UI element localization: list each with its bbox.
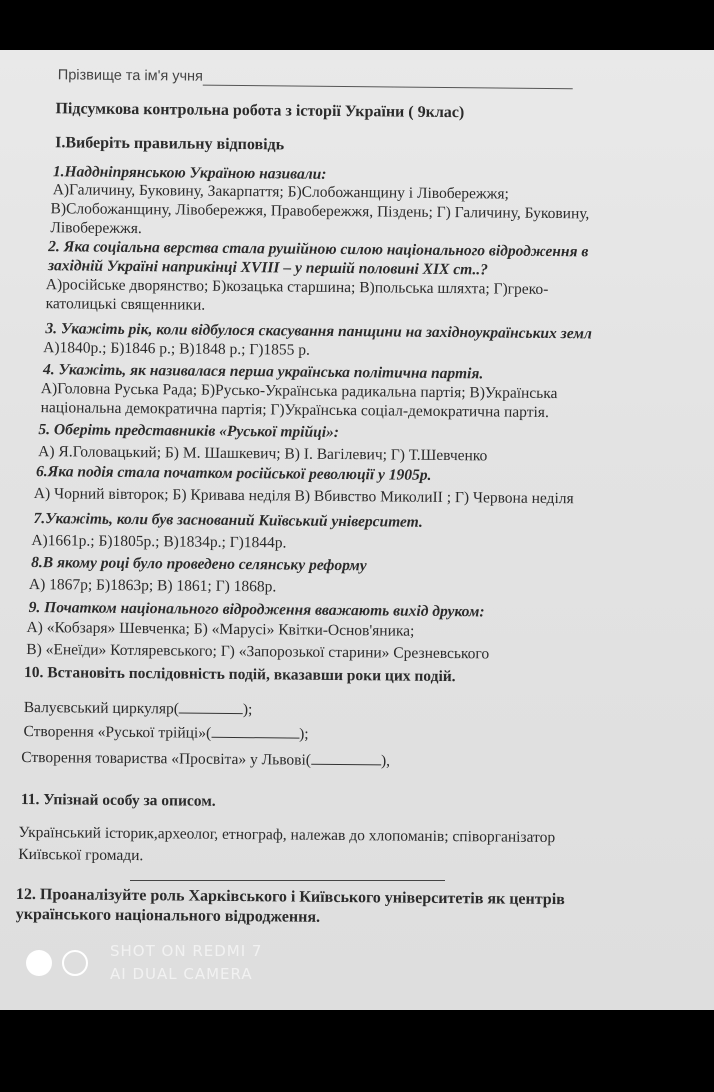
answer-line: А) Чорний вівторок; Б) Кривава неділя В) Вбивство МиколиII ; Г) Червона неділя <box>33 485 574 508</box>
sequence-item-end: ); <box>242 701 253 719</box>
watermark-line: AI DUAL CAMERA <box>110 965 253 983</box>
answer-line: католицькі священники. <box>45 295 206 314</box>
student-name-row <box>58 66 573 89</box>
sequence-item-end: ); <box>299 725 309 743</box>
sequence-item <box>24 698 253 719</box>
question-8: 8.В якому році було проведено селянську реформу <box>31 554 367 575</box>
camera-watermark <box>110 940 262 986</box>
question-12-cont: українського національного відродження. <box>15 905 321 926</box>
sequence-item-end: ), <box>380 752 391 770</box>
question-3: 3. Укажіть рік, коли відбулося скасування панщини на західноукраїнських земл <box>45 320 592 343</box>
question-5: 5. Оберіть представників «Руської трійці»: <box>38 421 340 441</box>
sequence-item <box>21 748 390 771</box>
answer-line: А)1840р.; Б)1846 р.; В)1848 р.; Г)1855 р. <box>43 339 311 359</box>
question-12: 12. Проаналізуйте роль Харківського і Київського університетів як центрів <box>15 885 565 909</box>
student-name-blank[interactable] <box>203 73 573 90</box>
answer-line: В)Слобожанщину, Лівобережжя, Правобережжя, Піздень; Г) Галичину, Буковину, <box>50 200 590 223</box>
section-heading: I.Виберіть правильну відповідь <box>55 134 285 154</box>
student-name-label: Прізвище та ім'я учня <box>57 67 203 85</box>
question-7: 7.Укажіть, коли був заснований Київський університет. <box>33 510 423 531</box>
answer-line: національна демократична партія; Г)Українська соціал-демократична партія. <box>40 399 549 421</box>
answer-line: А)російське дворянство; Б)козацька старшина; В)польська шляхта; Г)греко- <box>45 276 549 298</box>
question-11: 11. Упізнай особу за описом. <box>20 790 216 810</box>
description-line: Український історик,археолог, етнограф, належав до хлопоманів; співорганізатор <box>18 823 556 847</box>
question-9: 9. Початком національного відродження вважають вихід друком: <box>28 599 485 621</box>
answer-line: А)1661р.; Б)1805р.; В)1834р.; Г)1844р. <box>31 532 287 552</box>
year-blank[interactable] <box>211 724 299 739</box>
answer-line: А)Головна Руська Рада; Б)Русько-Українська радикальна партія; В)Українська <box>40 380 558 403</box>
question-2-cont: західній Україні наприкінці XVIII – у першій половині XIX ст..? <box>47 257 489 279</box>
worksheet <box>15 58 714 926</box>
answer-line: А) «Кобзаря» Шевченка; Б) «Марусі» Квітки-Основ'яника; <box>26 618 415 640</box>
watermark-line: SHOT ON REDMI 7 <box>110 942 263 960</box>
answer-line: А) 1867р; Б)1863р; В) 1861; Г) 1868р. <box>28 576 277 596</box>
ring-circle-icon <box>62 950 88 976</box>
answer-line: А)Галичину, Буковину, Закарпаття; Б)Слобожанщину і Лівобережжя; <box>52 181 509 203</box>
camera-logo <box>26 950 96 978</box>
answer-line: А) Я.Головацький; Б) М. Шашкевич; В) І. Вагілевич; Г) Т.Шевченко <box>38 443 488 465</box>
description-line: Київської громади. <box>18 845 144 865</box>
answer-line: Лівобережжя. <box>50 219 142 238</box>
question-6: 6.Яка подія стала початком російської революції у 1905р. <box>35 463 432 484</box>
year-blank[interactable] <box>179 699 243 714</box>
answer-line: В) «Енеїди» Котляревського; Г) «Запорозької старини» Срезневського <box>26 640 490 663</box>
answer-rule <box>130 880 445 881</box>
question-4: 4. Укажіть, як називалася перша українська політична партія. <box>42 361 484 383</box>
worksheet-title: Підсумкова контрольна робота з історії України ( 9клас) <box>55 100 465 122</box>
sequence-item-label: Створення «Руської трійці»( <box>23 722 212 742</box>
year-blank[interactable] <box>311 751 381 766</box>
paper-sheet <box>0 50 714 1010</box>
filled-circle-icon <box>26 950 52 976</box>
question-10: 10. Встановіть послідовність подій, вказавши роки цих подій. <box>24 663 456 686</box>
question-1: 1.Наддніпрянською Україною називали: <box>52 163 327 183</box>
question-2: 2. Яка соціальна верства стала рушійною силою національного відродження в <box>48 238 589 261</box>
sequence-item <box>23 722 308 744</box>
sequence-item-label: Створення товариства «Просвіта» у Львові( <box>21 748 312 769</box>
sequence-item-label: Валуєвський циркуляр( <box>23 698 180 718</box>
